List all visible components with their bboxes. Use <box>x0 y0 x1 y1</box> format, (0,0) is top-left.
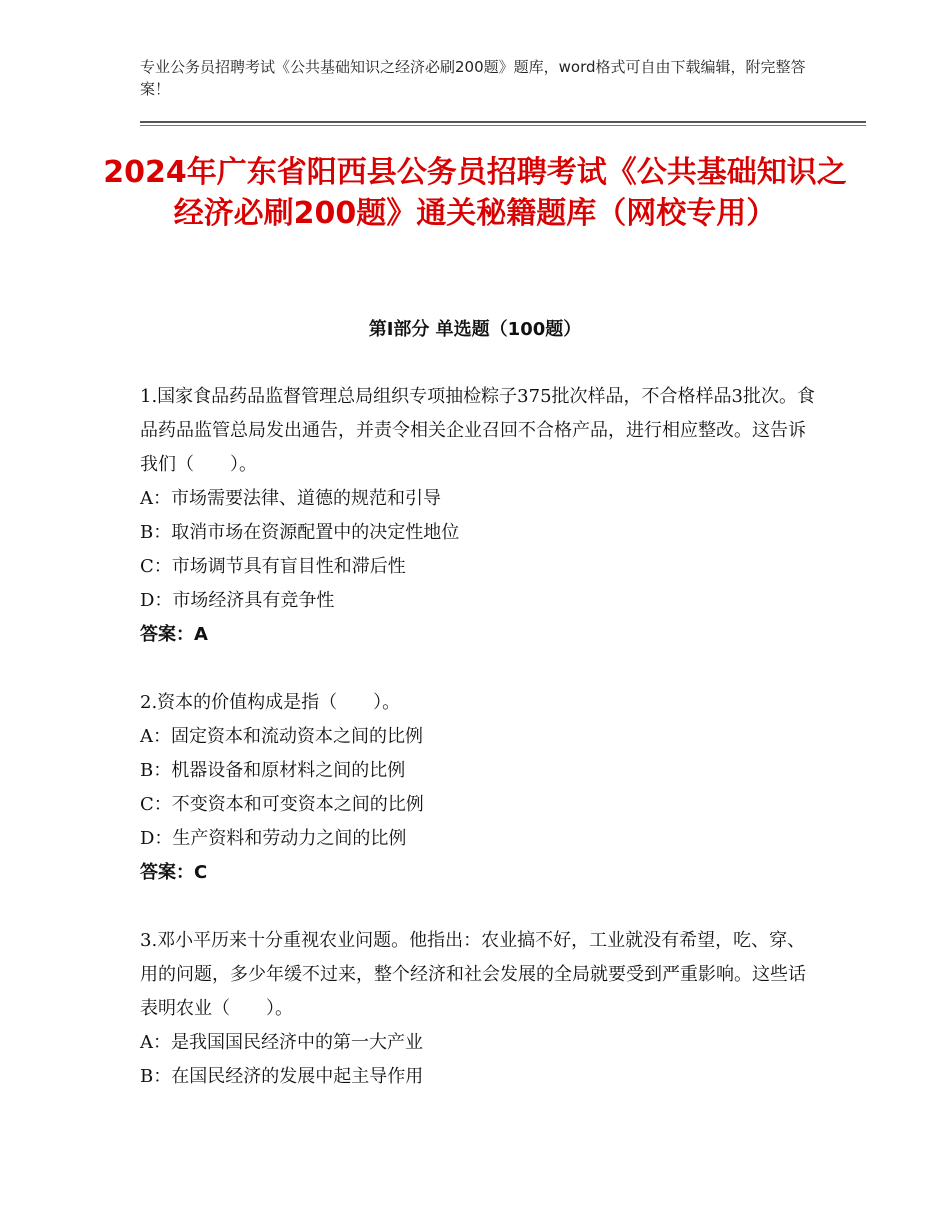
header-divider-thick <box>140 121 866 123</box>
option-a: A：是我国国民经济中的第一大产业 <box>140 1032 423 1053</box>
option-d: D：生产资料和劳动力之间的比例 <box>140 828 407 849</box>
document-title: 2024年广东省阳西县公务员招聘考试《公共基础知识之经济必刷200题》通关秘籍题库（网校专用） <box>103 155 847 231</box>
option-b: B：在国民经济的发展中起主导作用 <box>140 1066 424 1087</box>
question-stem: 2.资本的价值构成是指（ ）。 <box>140 692 401 713</box>
option-b: B：机器设备和原材料之间的比例 <box>140 760 406 781</box>
answer: 答案：C <box>140 862 208 883</box>
option-d: D：市场经济具有竞争性 <box>140 590 335 611</box>
question-1 <box>140 380 820 652</box>
option-a: A：固定资本和流动资本之间的比例 <box>140 726 423 747</box>
header-note: 专业公务员招聘考试《公共基础知识之经济必刷200题》题库，word格式可自由下载编辑，附完整答案！ <box>140 58 806 98</box>
option-c: C：市场调节具有盲目性和滞后性 <box>140 556 406 577</box>
option-c: C：不变资本和可变资本之间的比例 <box>140 794 424 815</box>
question-2 <box>140 686 820 890</box>
header-divider-thin <box>140 125 866 126</box>
question-stem: 3.邓小平历来十分重视农业问题。他指出：农业搞不好，工业就没有希望，吃、穿、用的问题，多少年缓不过来，整个经济和社会发展的全局就要受到严重影响。这些话表明农业（ ）。 <box>140 930 806 1019</box>
section-heading: 第Ⅰ部分 单选题（100题） <box>368 319 582 340</box>
question-stem: 1.国家食品药品监督管理总局组织专项抽检粽子375批次样品，不合格样品3批次。食品药品监管总局发出通告，并责令相关企业召回不合格产品，进行相应整改。这告诉我们（ ）。 <box>140 386 815 475</box>
option-b: B：取消市场在资源配置中的决定性地位 <box>140 522 460 543</box>
option-a: A：市场需要法律、道德的规范和引导 <box>140 488 441 509</box>
answer: 答案：A <box>140 624 208 645</box>
question-3 <box>140 924 820 1094</box>
